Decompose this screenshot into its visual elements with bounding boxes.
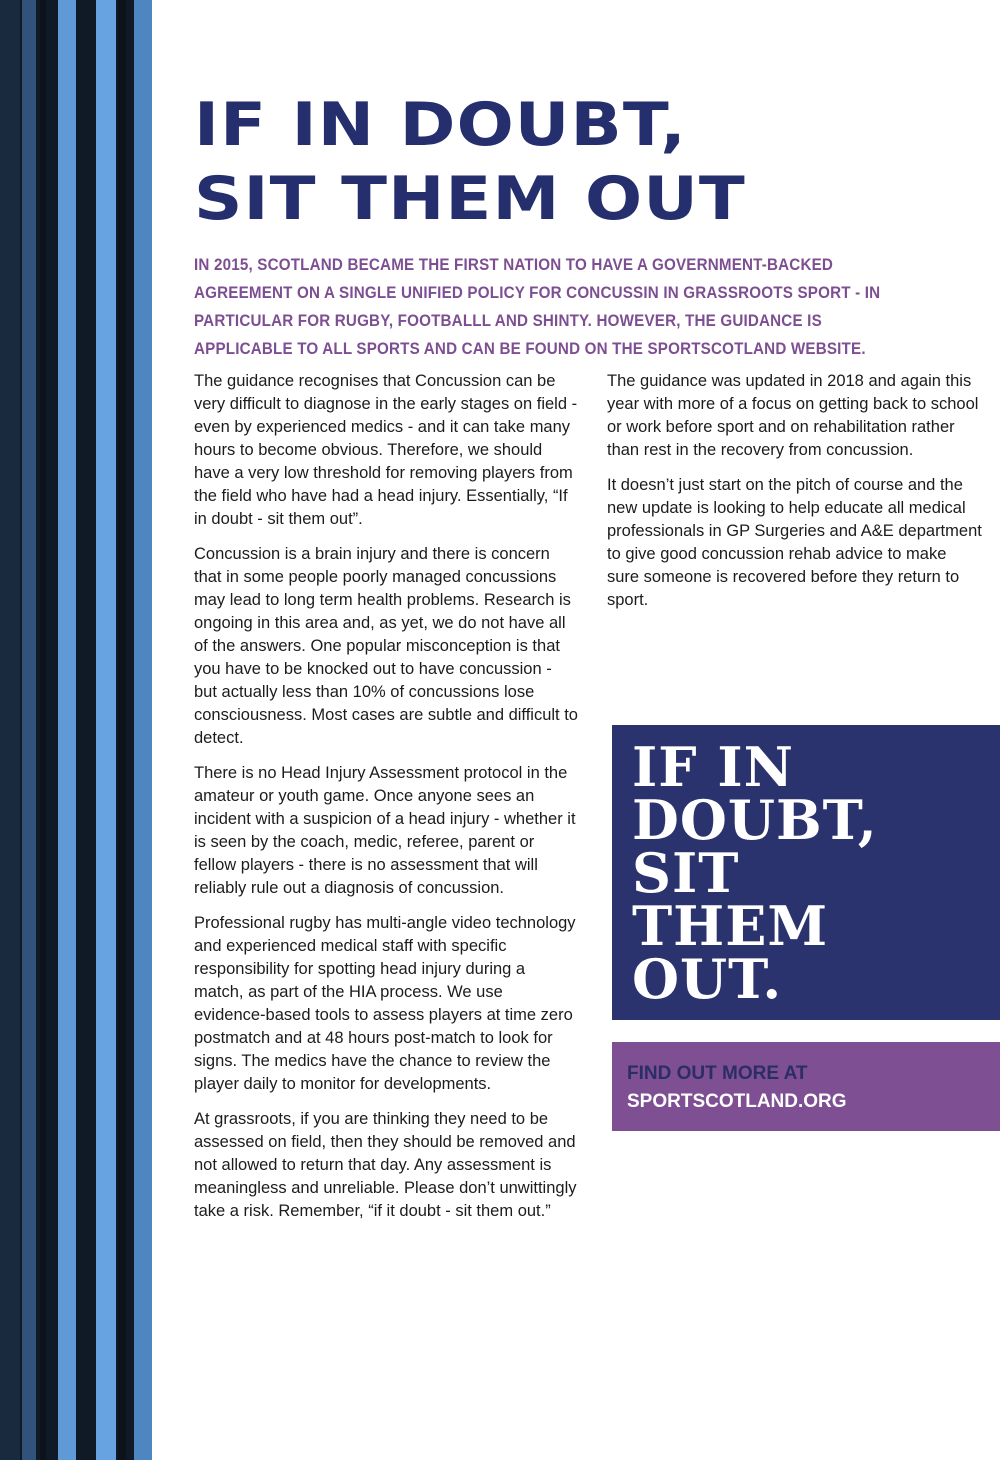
promo-line: SIT [632,841,740,905]
stripe [22,0,36,1460]
paragraph: It doesn’t just start on the pitch of course and the new update is looking to help educate all medical professionals in GP Surgeries and A&E department to give good concussion rehab advice to make sure someone is recovered before they return to sport. [607,476,982,609]
stripe [118,0,126,1460]
paragraph: Concussion is a brain injury and there is concern that in some people poorly managed concussions may lead to long term health problems. Research is ongoing in this area and, as yet, we do not have all of the answers. One popular misconception is that you have to be knocked out to have concussion - but actually less than 10% of concussions lose consciousness. Most cases are subtle and difficult to detect. [194,545,578,747]
right-column [607,370,983,624]
left-column [194,370,578,1235]
promo-line: OUT. [632,947,783,1011]
intro-paragraph: IN 2015, SCOTLAND BECAME THE FIRST NATION TO HAVE A GOVERNMENT-BACKED AGREEMENT ON A SINGLE UNIFIED POLICY FOR CONCUSSIN IN GRASSROOTS SPORT - IN PARTICULAR FOR RUGBY, FOOTBALLL AND SHINTY. HOWEVER, THE GUIDANCE IS APPLICABLE TO ALL SPORTS AND CAN BE FOUND ON THE SPORTSCOTLAND WEBSITE. [194,256,881,358]
page-title [194,88,746,236]
stripe [134,0,152,1460]
decorative-stripes [0,0,152,1460]
promo-box [612,725,1000,1020]
promo-slogan [632,735,1000,1011]
promo-line: DOUBT, [632,788,878,852]
paragraph: The guidance was updated in 2018 and again this year with more of a focus on getting back to school or work before sport and on rehabilitation rather than rest in the recovery from concussion. [607,372,979,459]
stripe [0,0,20,1460]
paragraph: The guidance recognises that Concussion can be very difficult to diagnose in the early stages on field - even by experienced medics - and it can take many hours to become obvious. Therefore, we should have a very low threshold for removing players from the field who have had a head injury. Essentially, “If in doubt - sit them out”. [194,372,578,528]
website-link[interactable]: SPORTSCOTLAND.ORG [627,1091,847,1112]
paragraph: Professional rugby has multi-angle video technology and experienced medical staff with specific responsibility for spotting head injury during a match, as part of the HIA process. We use evidence-based tools to assess players at time zero postmatch and at 48 hours post-match to look for signs. The medics have the chance to review the player daily to monitor for developments. [194,914,576,1093]
promo-line: THEM [632,894,829,958]
paragraph: At grassroots, if you are thinking they need to be assessed on field, then they should be removed and not allowed to return that day. Any assessment is meaningless and unreliable. Please don’t unwittingly take a risk. Remember, “if it doubt - sit them out.” [194,1110,577,1220]
paragraph: There is no Head Injury Assessment protocol in the amateur or youth game. Once anyone sees an incident with a suspicion of a head injury - whether it is seen by the coach, medic, referee, parent or fellow players - there is no assessment that will reliably rule out a diagnosis of concussion. [194,764,576,897]
stripe [96,0,116,1460]
find-out-more-label: FIND OUT MORE AT [627,1063,808,1084]
find-out-more-box [612,1042,1000,1131]
promo-line: IF IN [632,735,795,799]
stripe [58,0,76,1460]
title-line-1: IF IN DOUBT, [194,90,687,160]
title-line-2: SIT THEM OUT [194,164,746,234]
stripe [40,0,46,1460]
